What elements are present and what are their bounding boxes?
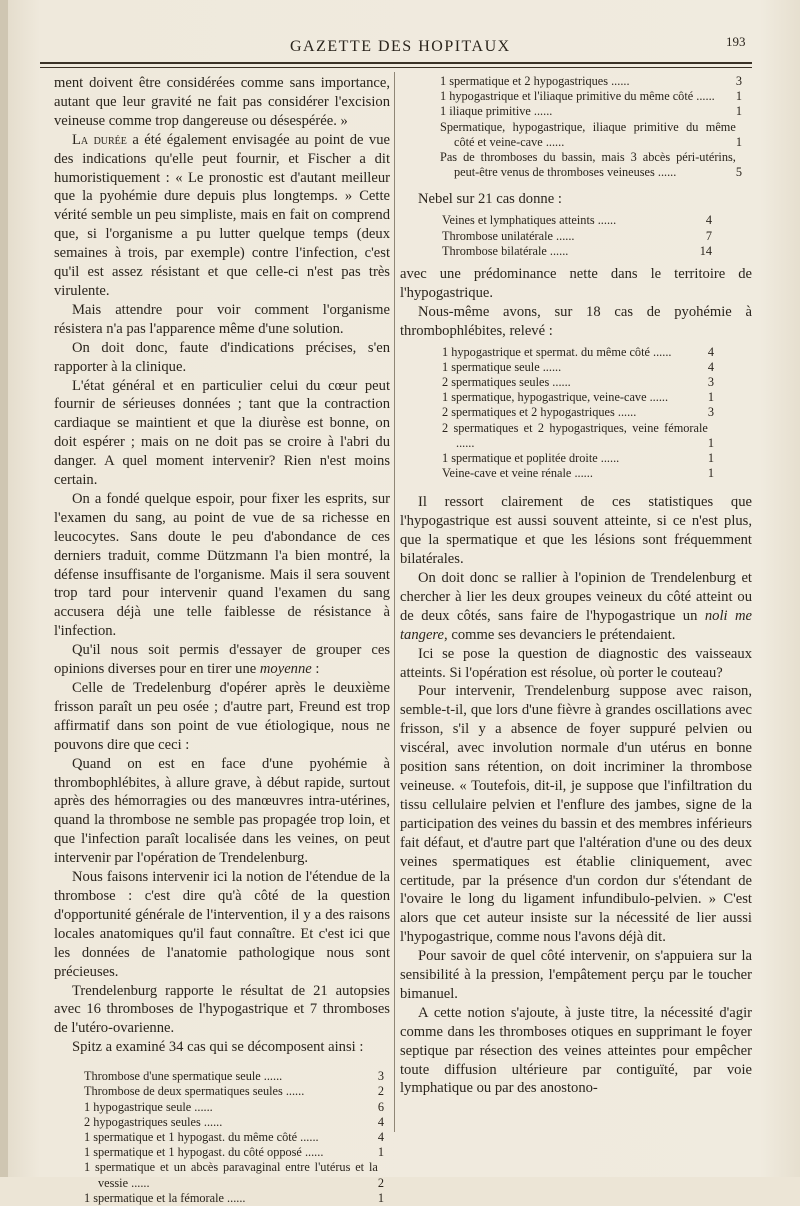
row-value: 4 [377,1129,384,1144]
row-label: 1 spermatique et 2 hypogastriques ...... [440,74,630,88]
row-label: 1 spermatique seule ...... [442,359,562,374]
row-label: Veines et lymphatiques atteints ...... [442,213,617,228]
table-row [442,244,712,259]
row-label: 1 spermatique et un abcès paravaginal entre l'utérus et la vessie ...... [84,1160,378,1190]
row-label: 2 spermatiques et 2 hypogastriques, veine fémorale ...... [442,420,708,450]
row-label: 1 spermatique et la fémorale ...... [84,1190,246,1205]
paragraph-text: On doit donc se rallier à l'opinion de Trendelenburg et chercher à lier les deux groupes veineux du côté atteint ou de deux côtés, sans faire de l'hypogastrique un [400,570,752,624]
table-row [442,451,714,466]
row-value: 1 [377,1145,384,1160]
paragraph: L'état général et en particulier celui du cœur peut fournir de sérieuses données ; tant que la contraction cardiaque se maintient et que la diurèse est bonne, on doit espérer ; mais on ne doit pas se croire à l'abri du danger. A quel moment intervenir? Rien n'est moins certain. [54,377,390,489]
paragraph: On a fondé quelque espoir, pour fixer les esprits, sur l'examen du sang, au point de vue de sa richesse en leucocytes. Sans doute le peu d'abondance de ces derniers traduit, comme Dützmann l'a bien montré, la défense insuffisante de l'organisme. Mais il sera souvent trop tard pour intervenir quand l'examen du sang accusera déjà une telle faiblesse de résistance à l'infection. [54,490,390,640]
row-value: 4 [377,1114,384,1129]
row-label: Thrombose unilatérale ...... [442,228,575,243]
table-row [442,405,714,420]
row-label: Veine-cave et veine rénale ...... [442,466,593,481]
row-label: Spermatique, hypogastrique, iliaque primitive du même côté et veine-cave ...... [440,119,736,149]
row-value: 4 [705,213,712,228]
row-value: 14 [699,243,712,258]
row-value: 1 [377,1190,384,1205]
paragraph [400,569,752,645]
spitz-statistics-table [84,1069,384,1206]
row-value: 4 [707,359,714,374]
row-label: Thrombose bilatérale ...... [442,243,569,258]
row-value: 7 [705,228,712,243]
row-value: 3 [707,405,714,420]
table-row [84,1069,384,1084]
header-rule [40,62,752,68]
row-value: 2 [377,1175,384,1190]
table-row [442,345,714,360]
paragraph [54,641,390,679]
row-label: 1 hypogastrique seule ...... [84,1099,213,1114]
row-value: 1 [735,89,742,104]
paragraph-text: Qu'il nous soit permis d'essayer de grouper ces opinions diverses pour en tirer une [54,642,390,678]
journal-title: GAZETTE DES HOPITAUX [290,38,511,55]
table-row [442,375,714,390]
paragraph: Mais attendre pour voir comment l'organisme résistera n'a pas l'apparence même d'une solution. [54,301,390,337]
paragraph: Pour intervenir, Trendelenburg suppose avec raison, semble-t-il, que lors d'une fièvre à grandes oscillations avec frisson, s'il y a absence de foyer suppuré pelvien ou viscéral, avec involution normale d'un utérus en bonne position sans rétention, on doit incriminer la thrombose veineuse. « Toutefois, dit-il, je suppose que l'infiltration du tissu cellulaire pelvien et l'enflure des jambes, signe de la participation des veines du bassin et des membres inférieurs fait défaut, et d'autre part que l'altération d'une ou des deux veines spermatiques est établie cliniquement, avec certitude, par la présence d'un cordon dur s'étendant de l'ovaire le long du ligament infundibulo-pelvien. » C'est alors que cet auteur insiste sur la nécessité de lier aussi l'hypogastrique, comme nous l'avons déjà dit. [400,683,752,946]
paragraph: Spitz a examiné 34 cas qui se décomposent ainsi : [72,1039,364,1056]
paragraph: avec une prédominance nette dans le territoire de l'hypogastrique. [400,265,752,301]
row-label: 1 spermatique et 1 hypogast. du même côté ...... [84,1129,319,1144]
table-row [442,421,714,451]
spitz-statistics-table-continued [440,74,742,180]
page-header [0,30,800,60]
paragraph: Nous faisons intervenir ici la notion de l'étendue de la thrombose : c'est dire qu'à côté de la question d'opportunité générale de l'intervention, il y a des raisons locales anatomiques qu'il faut connaître. Et c'est ici que les données de l'anatomie pathologique nous sont précieuses. [54,869,390,980]
paragraph: Pour savoir de quel côté intervenir, on s'appuiera sur la sensibilité à la pression, l'empâtement perçu par le toucher bimanuel. [400,948,752,1002]
table-row [440,150,742,180]
table-row [440,120,742,150]
row-label: 1 spermatique, hypogastrique, veine-cave ...... [442,390,669,405]
table-row [84,1100,384,1115]
row-value: 1 [707,466,714,481]
row-label: 1 spermatique et poplitée droite ...... [442,450,620,465]
row-value: 1 [707,450,714,465]
row-value: 3 [377,1069,384,1084]
paragraph: ment doivent être considérées comme sans importance, autant que leur gravité ne fait pas considérer l'excision veineuse comme trop dangereuse ou désespérée. » [54,75,390,129]
own-statistics-table [442,345,714,482]
paragraph: Nebel sur 21 cas donne : [418,191,562,208]
column-divider [394,72,395,1132]
row-value: 5 [735,165,742,180]
row-label: 1 spermatique et 1 hypogast. du côté opposé ...... [84,1145,324,1160]
paragraph: Il ressort clairement de ces statistiques que l'hypogastrique est aussi souvent atteinte, si ce n'est plus, que la spermatique et que les lésions sont fréquemment bilatérales. [400,494,752,568]
nebel-statistics-table [442,213,712,259]
table-row [84,1160,384,1190]
table-row [84,1084,384,1099]
emphasis: moyenne [259,661,312,678]
right-column [400,74,752,1098]
paragraph: Celle de Tredelenburg d'opérer après le deuxième frisson paraît un peu osée ; d'autre part, Freund est trop affirmatif dans son point de vue étiologique, nous ne pouvons dire que ceci : [54,680,390,753]
left-column [54,74,390,1206]
row-label: 2 hypogastriques seules ...... [84,1114,223,1129]
paragraph-text: , comme ses devanciers le prétendaient. [444,626,676,643]
page-number: 193 [726,34,746,49]
table-row [442,466,714,481]
table-row [440,89,742,104]
paragraph: A cette notion s'ajoute, à juste titre, la nécessité d'agir comme dans les thromboses otiques en supprimant le foyer septique par résection des veines atteintes pour empêcher toute diffusion ultérieure par contiguïté, par voie lymphatique ou par des anostono- [400,1004,752,1097]
row-value: 2 [377,1084,384,1099]
table-row [84,1191,384,1206]
table-row [442,213,712,228]
paragraph-text: : [311,661,320,678]
paragraph: Ici se pose la question de diagnostic des vaisseaux atteints. Si l'opération est résolue, où porter le couteau? [400,645,752,681]
row-label: 1 iliaque primitive ...... [440,104,553,119]
row-value: 6 [377,1099,384,1114]
table-row [442,229,712,244]
paragraph: Nous-même avons, sur 18 cas de pyohémie à thrombophlébites, relevé : [400,303,752,339]
table-row [442,390,714,405]
row-value: 3 [735,74,742,88]
emphasis: noli me tangere [400,607,752,643]
row-value: 4 [707,344,714,359]
row-label: Thrombose de deux spermatiques seules ...... [84,1084,305,1099]
row-value: 1 [707,435,714,450]
row-value: 1 [707,390,714,405]
table-row [84,1115,384,1130]
paragraph: On doit donc, faute d'indications précises, s'en rapporter à la clinique. [54,339,390,375]
table-row [440,74,742,89]
row-value: 1 [735,134,742,149]
run-in-heading: La durée [72,131,127,148]
row-value: 1 [735,104,742,119]
row-value: 3 [707,374,714,389]
paragraph [54,131,390,301]
page-edge [0,0,8,1177]
paragraph: Trendelenburg rapporte le résultat de 21 autopsies avec 16 thromboses de l'hypogastrique et 7 thromboses de l'utéro-ovarienne. [54,982,390,1037]
table-row [442,360,714,375]
paragraph-text: a été également envisagée au point de vue des indications qu'elle peut fournir, et Fischer a dit humoristiquement : « Le pronostic est d'autant meilleur que la pyohémie dure depuis plus longtemps. » Cette vérité semble un peu simpliste, mais en fait on comprend que, si l'organisme a pu lutter quelque temps (deux semaines à trois, par exemple) contre l'infection, c'est qu'il est assez résistant et que celle-ci n'est pas très virulente. [54,131,390,299]
table-row [440,104,742,119]
table-row [84,1130,384,1145]
row-label: 1 hypogastrique et l'iliaque primitive du même côté ...... [440,89,715,104]
row-label: 2 spermatiques et 2 hypogastriques ...... [442,405,637,420]
row-label: Pas de thromboses du bassin, mais 3 abcès péri-utérins, peut-être venus de thromboses veineuses ...... [440,150,736,180]
row-label: 1 hypogastrique et spermat. du même côté ...... [442,344,672,359]
table-row [84,1145,384,1160]
paragraph: Quand on est en face d'une pyohémie à thrombophlébites, à allure grave, à début rapide, surtout après des hémorragies ou des manœuvres intra-utérines, quand la thrombose ne semble pas propagée trop loin, et que l'infection paraît localisée dans les veines, on peut intervenir par l'opération de Trendelenburg. [54,755,390,867]
row-label: 2 spermatiques seules ...... [442,374,571,389]
row-label: Thrombose d'une spermatique seule ...... [84,1069,283,1084]
